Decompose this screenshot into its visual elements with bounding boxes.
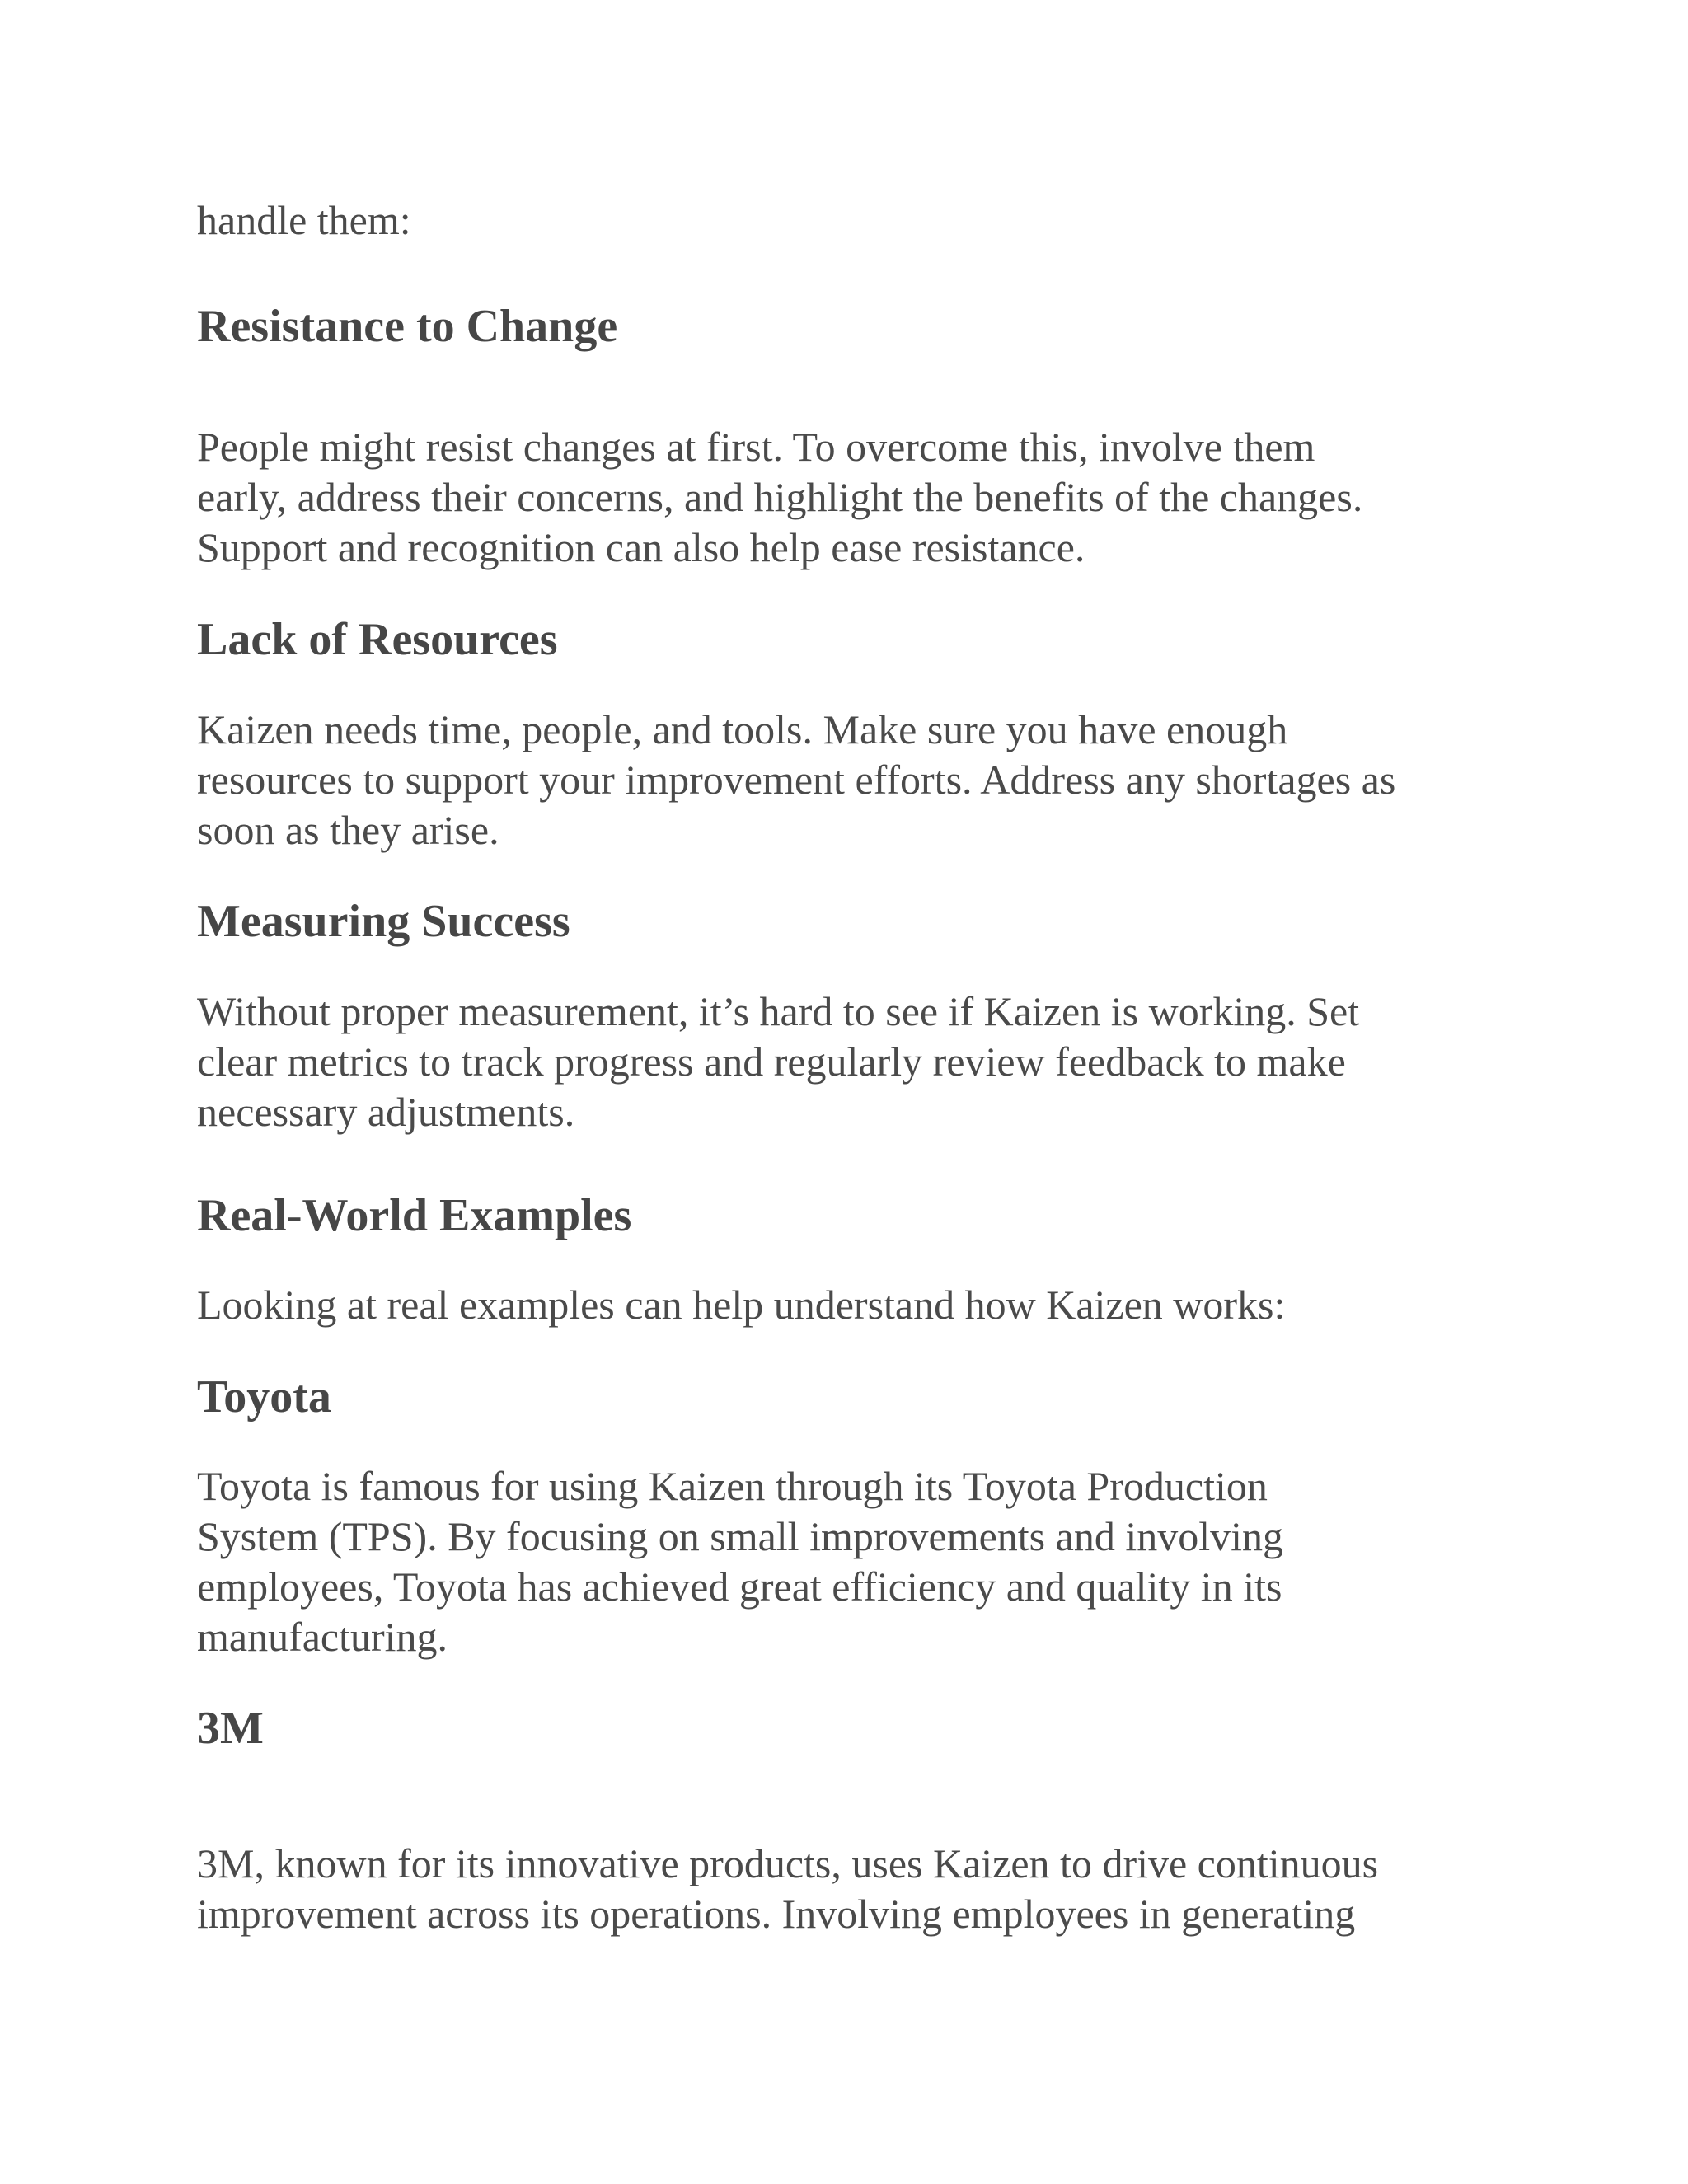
heading-3m: 3M <box>197 1703 264 1754</box>
heading-measuring-success: Measuring Success <box>197 896 570 947</box>
paragraph-measuring-success: Without proper measurement, it’s hard to see if Kaizen is working. Set clear metrics to track progress and regularly review feedback to make necessary adjustments. <box>197 988 1360 1135</box>
paragraph-3m: 3M, known for its innovative products, uses Kaizen to drive continuous improvement across its operations. Involving employees in generating <box>197 1840 1379 1937</box>
paragraph-resistance-to-change: People might resist changes at first. To overcome this, involve them early, address their concerns, and highlight the benefits of the changes. Support and recognition can also help ease resistance. <box>197 424 1363 570</box>
paragraph-toyota: Toyota is famous for using Kaizen through its Toyota Production System (TPS). By focusing on small improvements and involving employees, Toyota has achieved great efficiency and quality in its manufacturing. <box>197 1463 1283 1660</box>
heading-lack-of-resources: Lack of Resources <box>197 614 558 665</box>
intro-text: handle them: <box>197 197 411 243</box>
heading-resistance-to-change: Resistance to Change <box>197 301 618 352</box>
heading-toyota: Toyota <box>197 1371 331 1422</box>
heading-real-world-examples: Real-World Examples <box>197 1190 632 1241</box>
paragraph-real-world-examples: Looking at real examples can help understand how Kaizen works: <box>197 1282 1286 1328</box>
paragraph-lack-of-resources: Kaizen needs time, people, and tools. Make sure you have enough resources to support your improvement efforts. Address any shortages as soon as they arise. <box>197 706 1396 853</box>
